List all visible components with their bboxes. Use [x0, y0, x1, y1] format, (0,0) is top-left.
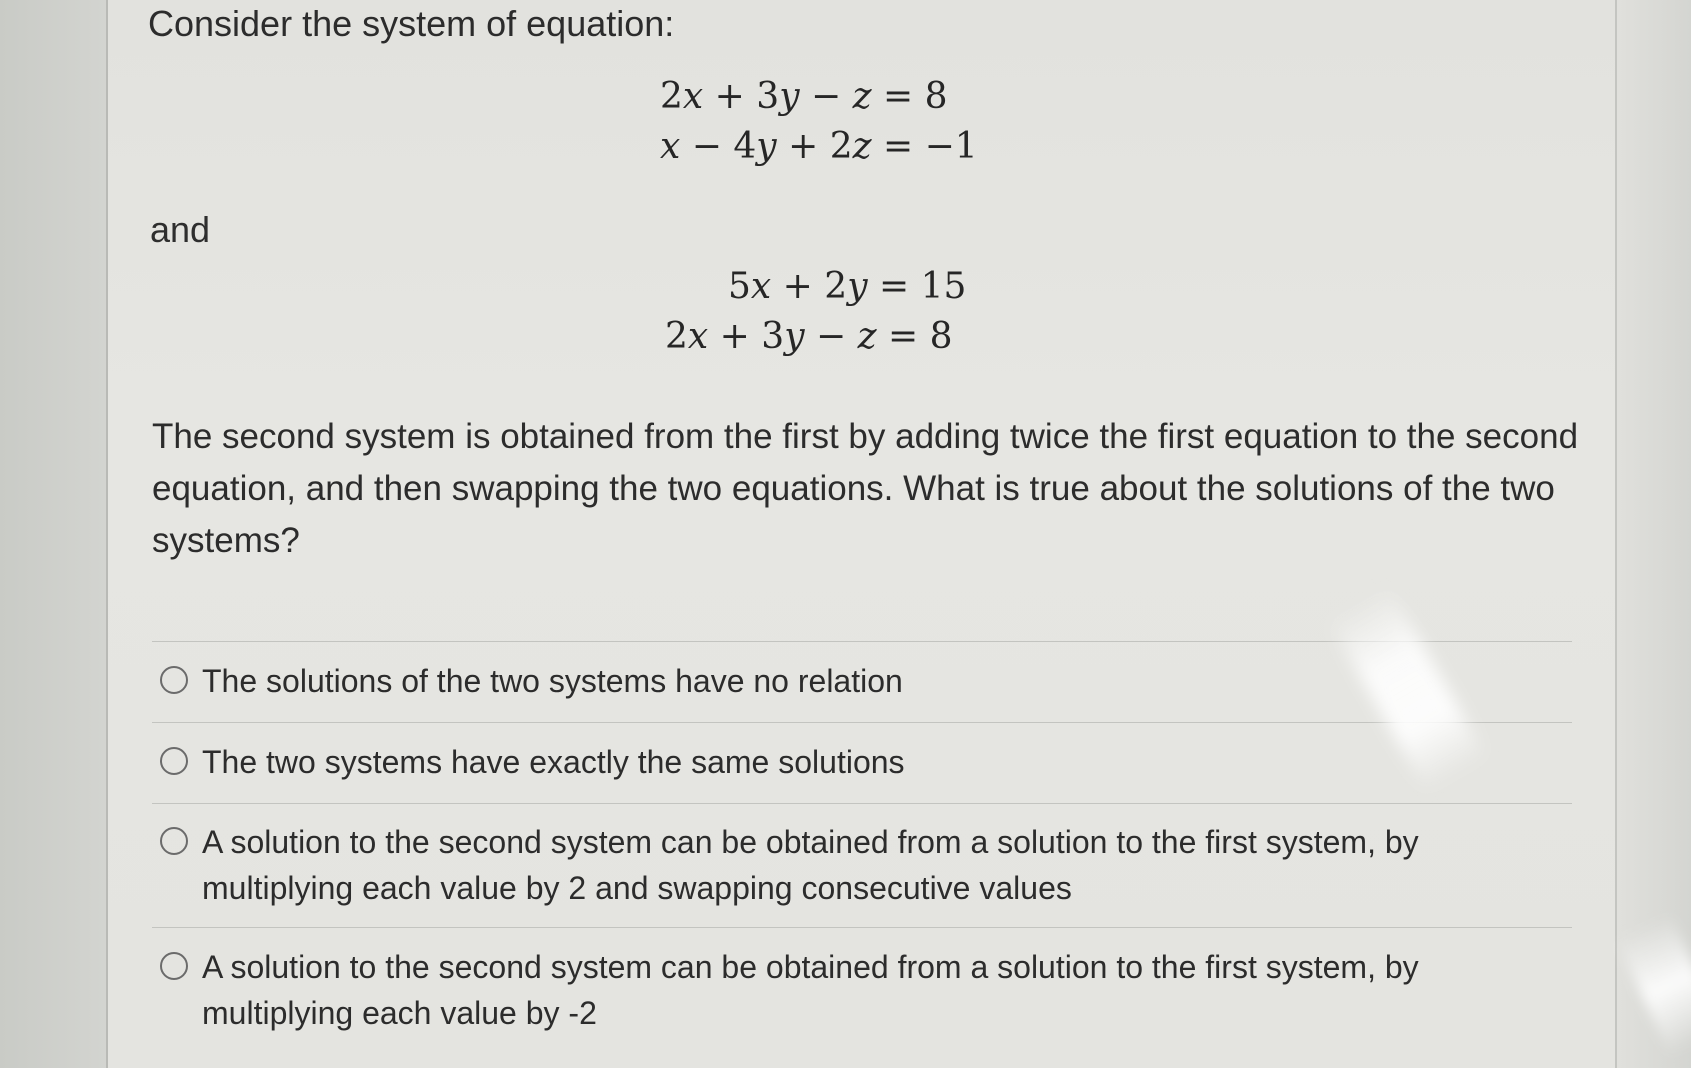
background-left	[0, 0, 106, 1068]
question-text: The second system is obtained from the first by adding twice the first equation to the second equation, and then swapping the two equations. What is true about the solutions of the two systems?	[152, 417, 1579, 560]
system1-equation1: 2x + 3y − z = 8	[660, 76, 948, 117]
option-label[interactable]: A solution to the second system can be obtained from a solution to the first system, by multiplying each value by -2	[202, 949, 1419, 1031]
and-label: and	[150, 209, 211, 250]
divider	[152, 927, 1572, 928]
rhs: 8	[924, 76, 948, 117]
coef: 3	[761, 316, 785, 357]
coef: 2	[665, 316, 688, 357]
system2-equation1: 5x + 2y = 15	[728, 266, 967, 307]
option-label[interactable]: A solution to the second system can be obtained from a solution to the first system, by multiplying each value by 2 and swapping consecutive values	[202, 824, 1419, 906]
option-4[interactable]	[160, 944, 1580, 1036]
coef: 2	[660, 76, 683, 117]
coef: 2	[829, 126, 853, 167]
intro-text: Consider the system of equation:	[148, 3, 675, 44]
system1-equation2: x − 4y + 2z = −1	[660, 126, 978, 167]
option-2[interactable]	[160, 739, 1580, 785]
option-label[interactable]: The two systems have exactly the same solutions	[202, 744, 905, 780]
option-label[interactable]: The solutions of the two systems have no relation	[202, 663, 903, 699]
question-card	[106, 0, 1617, 1068]
coef: 5	[728, 266, 751, 307]
rhs: −1	[924, 126, 978, 167]
rhs: 8	[929, 316, 953, 357]
option-3[interactable]	[160, 819, 1580, 911]
rhs: 15	[920, 266, 967, 307]
coef: 4	[733, 126, 757, 167]
radio-button-icon[interactable]	[160, 952, 188, 980]
radio-button-icon[interactable]	[160, 666, 188, 694]
radio-button-icon[interactable]	[160, 747, 188, 775]
coef: 3	[756, 76, 780, 117]
divider	[152, 803, 1572, 804]
background-right	[1617, 0, 1691, 1068]
system2-equation2: 2x + 3y − z = 8	[665, 316, 953, 357]
radio-button-icon[interactable]	[160, 827, 188, 855]
coef: 2	[824, 266, 848, 307]
divider	[152, 722, 1572, 723]
